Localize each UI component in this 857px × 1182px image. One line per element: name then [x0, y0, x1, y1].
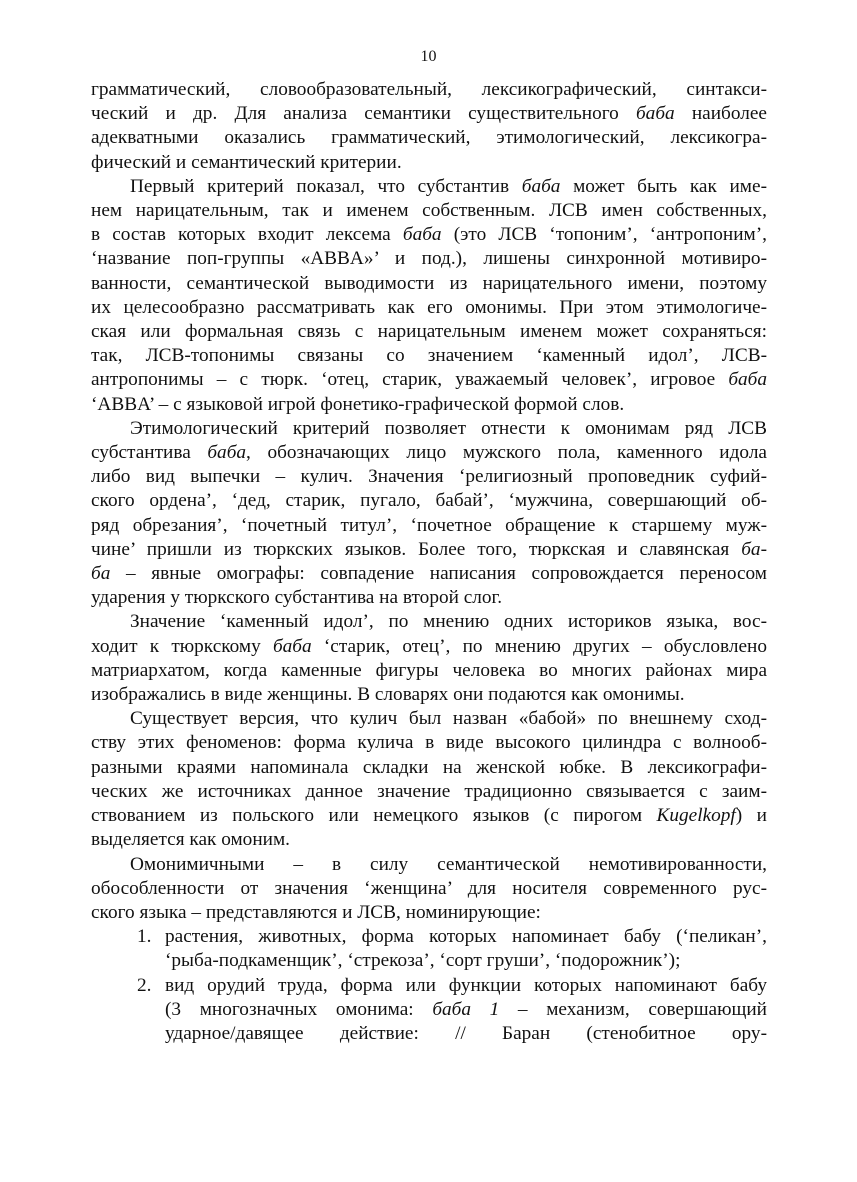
text-span: так, ЛСВ-топонимы связаны со значением ‘каменный идол’, ЛСВ-	[91, 345, 767, 367]
text-span: ) и	[735, 805, 768, 827]
text-span: ского ордена’, ‘дед, старик, пугало, бабай’, ‘мужчина, совершающий об-	[91, 490, 767, 512]
text-line	[91, 707, 767, 731]
text-line	[91, 514, 767, 538]
text-span: матриархатом, когда каменные фигуры человека во многих районах мира	[91, 659, 767, 681]
text-span: , обозначающих лицо мужского пола, каменного идола	[246, 442, 767, 464]
text-span: ударения у тюркского субстантива на второй слог.	[91, 587, 503, 609]
text-line	[91, 199, 767, 223]
text-span: грамматический, словообразовательный, лексикографический, синтакси-	[91, 79, 767, 100]
text-span: антропонимы – с тюрк. ‘отец, старик, уважаемый человек’, игровое	[91, 369, 729, 391]
text-line	[91, 272, 767, 296]
text-line	[91, 635, 767, 659]
text-span: ванности, семантической выводимости из нарицательного имени, поэтому	[91, 272, 767, 294]
text-line	[91, 683, 767, 707]
text-line	[91, 320, 767, 344]
list-item-text	[137, 998, 767, 1022]
text-line	[91, 102, 767, 126]
list-item-line	[91, 1022, 767, 1046]
italic-term: баба	[521, 175, 561, 197]
text-line	[91, 175, 767, 199]
text-span: либо вид выпечки – кулич. Значения ‘религиозный проповедник суфий-	[91, 466, 767, 488]
text-line	[91, 441, 767, 465]
text-span: ряд обрезания’, ‘почетный титул’, ‘почетное обращение к старшему муж-	[91, 514, 767, 536]
text-line	[91, 393, 767, 417]
text-line	[91, 489, 767, 513]
text-line	[91, 247, 767, 271]
list-item-line	[91, 998, 767, 1022]
text-line	[91, 901, 767, 925]
text-span: может быть как име-	[560, 175, 767, 197]
list-item-text	[137, 925, 767, 949]
body-text	[91, 78, 767, 1046]
text-span: Существует версия, что кулич был назван «бабой» по внешнему сход-	[130, 708, 767, 730]
text-span: (это ЛСВ ‘топоним’, ‘антропоним’,	[441, 224, 767, 246]
text-line	[91, 828, 767, 852]
text-line	[91, 344, 767, 368]
text-span: обособленности от значения ‘женщина’ для носителя современного рус-	[91, 877, 767, 899]
text-line	[91, 417, 767, 441]
text-line	[91, 780, 767, 804]
text-span: ‘старик, отец’, по мнению других – обусловлено	[311, 635, 767, 657]
italic-term: Kugelkopf	[656, 805, 736, 827]
text-line	[91, 659, 767, 683]
text-span: наиболее	[674, 103, 767, 125]
text-span: Этимологический критерий позволяет отнести к омонимам ряд ЛСВ	[130, 417, 767, 439]
list-item-number: 2.	[137, 974, 152, 996]
list-item-line	[91, 949, 767, 973]
text-span: ‘рыба-подкаменщик’, ‘стрекоза’, ‘сорт груши’, ‘подорожник’);	[165, 950, 681, 972]
text-line	[91, 804, 767, 828]
text-span: фический и семантический критерии.	[91, 151, 402, 173]
list-item-text	[137, 974, 767, 998]
text-line	[91, 731, 767, 755]
text-span: субстантива	[91, 442, 208, 464]
text-span: ская или формальная связь с нарицательным именем может сохраняться:	[91, 321, 767, 343]
text-line	[91, 126, 767, 150]
text-line	[91, 223, 767, 247]
text-span: Первый критерий показал, что субстантив	[130, 175, 522, 197]
text-span: (3 многозначных омонима:	[165, 998, 433, 1020]
list-item-line	[91, 974, 767, 998]
text-span: вид орудий труда, форма или функции которых напоминают бабу	[165, 974, 767, 996]
text-line	[91, 877, 767, 901]
italic-term: баба	[728, 369, 767, 391]
list-item-line	[91, 925, 767, 949]
text-span: растения, животных, форма которых напоминает бабу (‘пеликан’,	[165, 926, 767, 948]
text-span: Омонимичными – в силу семантической немотивированности,	[130, 853, 767, 875]
text-span: – явные омографы: совпадение написания сопровождается переносом	[110, 563, 767, 585]
text-line	[91, 78, 767, 102]
italic-term: ба	[91, 563, 111, 585]
list-item-text	[137, 949, 767, 973]
text-span: ству этих феноменов: форма кулича в виде высокого цилиндра с волнооб-	[91, 732, 767, 754]
text-span: ‘название поп-группы «ABBA»’ и под.), лишены синхронной мотивиро-	[91, 248, 767, 270]
text-line	[91, 538, 767, 562]
text-span: ского языка – представляются и ЛСВ, номинирующие:	[91, 901, 541, 923]
text-span: чине’ пришли из тюркских языков. Более того, тюркская и славянская	[91, 538, 742, 560]
text-span: ударное/давящее действие: // Баран (стенобитное ору-	[165, 1022, 767, 1044]
text-line	[91, 610, 767, 634]
italic-term: ба-	[741, 538, 767, 560]
text-line	[91, 465, 767, 489]
text-line	[91, 756, 767, 780]
text-span: в состав которых входит лексема	[91, 224, 403, 246]
text-line	[91, 586, 767, 610]
italic-term: баба	[272, 635, 312, 657]
text-span: адекватными оказались грамматический, этимологический, лексикогра-	[91, 127, 767, 149]
text-line	[91, 151, 767, 175]
italic-term: баба	[635, 103, 675, 125]
text-line	[91, 368, 767, 392]
text-span: выделяется как омоним.	[91, 829, 290, 851]
text-span: изображались в виде женщины. В словарях они подаются как омонимы.	[91, 684, 685, 706]
list-item-number: 1.	[137, 926, 152, 948]
text-span: ческий и др. Для анализа семантики существительного	[91, 103, 636, 125]
text-span: ствованием из польского или немецкого языков (с пирогом	[91, 805, 657, 827]
text-line	[91, 853, 767, 877]
text-span: ческих же источниках данное значение традиционно связывается с заим-	[91, 780, 767, 802]
page-number: 10	[420, 48, 437, 65]
text-span: их целесообразно рассматривать как его омонимы. При этом этимологиче-	[91, 296, 767, 318]
italic-term: баба 1	[432, 998, 500, 1020]
italic-term: баба	[207, 442, 247, 464]
text-span: – механизм, совершающий	[499, 998, 767, 1020]
list-item-text	[137, 1022, 767, 1046]
text-line	[91, 562, 767, 586]
text-span: разными краями напоминала складки на женской юбке. В лексикографи-	[91, 756, 767, 778]
italic-term: баба	[402, 224, 442, 246]
text-span: нем нарицательным, так и именем собственным. ЛСВ имен собственных,	[91, 200, 767, 222]
text-span: Значение ‘каменный идол’, по мнению одних историков языка, вос-	[130, 611, 767, 633]
text-span: ходит к тюркскому	[91, 635, 273, 657]
text-line	[91, 296, 767, 320]
text-span: ‘ABBA’ – с языковой игрой фонетико-графической формой слов.	[91, 393, 625, 415]
